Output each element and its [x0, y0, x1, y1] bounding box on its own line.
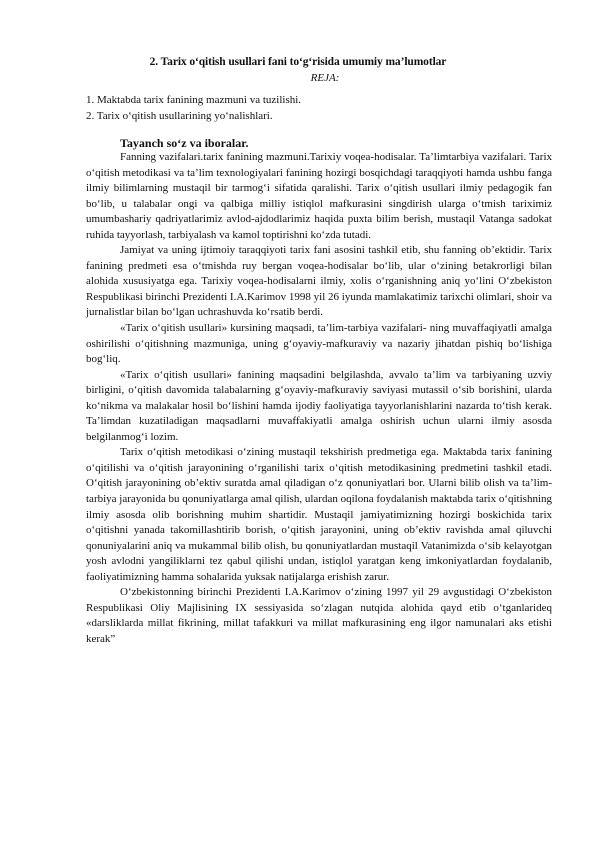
body-text — [86, 150, 552, 648]
paragraph: Fanning vazifalari.tarix fanining mazmuni.Tarixiy voqea-hodisalar. Ta’limtarbiya vazifalari. Tarix o‘qitish metodikasi va ta’lim texnologiyalari fanining hozirgi bosqichdagi taraqqiyoti hamda ushbu fanga ilmiy bilimlarning mustaqil bir tarmog‘i sifatida qaralishi. Tarix o‘qitish usullari ilmiy pedagogik fan bo‘lib, u talabalar ongi va qalbiga milliy istiqlol mafkurasini singdirish ularga o‘tmish tariximiz umumbashariy qadriyatlarimiz avlod-ajdodlarimiz haqida puxta bilim berish, mustaqil Vatanga sadokat ruhida tayyorlash, tarbiyalash va kamol toptirishni ko‘zda tutadi. — [86, 151, 552, 241]
keywords-heading: Tayanch so‘z va iboralar. — [120, 136, 249, 150]
paragraph: «Tarix o‘qitish usullari» fanining maqsadini belgilashda, avvalo ta’lim va tarbiyaning uzviy birligini, o‘qitish davomida talabalarning g‘oyaviy-mafkuraviy saviyasi mutassil o‘sib borishini, ularda ko‘nikma va malakalar hosil bo‘lishini hamda ijodiy faoliyatiga tayyorlanishlarini nazarda to‘tish kerak. Ta’limdan kuzatiladigan maqsadlarni muvaffakiyatli amalga oshirish uchun ularni ilmiy asosda belgilanmog‘i lozim. — [86, 368, 552, 443]
page-title: 2. Tarix o‘qitish usullari fani to‘g‘risida umumiy ma’lumotlar — [149, 56, 447, 68]
paragraph: Jamiyat va uning ijtimoiy taraqqiyoti tarix fani asosini tashkil etib, shu fanning ob’ektidir. Tarix fanining predmeti esa o‘tmishda ruy bergan voqea-hodisalar bo‘lib, ular o‘zining betakrorligi bilan alohida xususiyatga ega. Tarixiy voqea-hodisalarni ilmiy, xolis o‘rganishning aniq yo‘lini O‘zbekiston Respublikasi birinchi Prezidenti I.A.Karimov 1998 yil 26 iyunda mamlakatimiz tarixchi olimlari, shoir va jurnalistlar bilan bo‘lgan uchrashuvda ko‘rsatib berdi. — [86, 244, 552, 319]
paragraph: Tarix o‘qitish metodikasi o‘zining mustaqil tekshirish predmetiga ega. Maktabda tarix fanining o‘qitilishi va o‘qitish jarayonining o‘rganilishi tarix o‘qitish metodikasining predmetini tashkil etadi. O‘qitish jarayonining ob’ektiv suratda amal qiladigan o‘z qonuniyatlari bor. Ularni bilib olish va ta’lim-tarbiya jarayonida bu qonuniyatlarga amal qilish, ulardan oqilona foydalanish maktabda tarix o‘qitishning ilmiy asosda olib borishning muhim shartidir. Mustaqil jamiyatimizning hozirgi boskichida tarix o‘qitishni yanada takomillashtirib borish, o‘qitish jarayonini, uning ob’ektiv ravishda amal qiluvchi qonuniyalarini aniq va mukammal bilib olish, bu qonuniyatlardan mustaqil Vatanimizda o‘sib kelayotgan yosh avlodni yangiliklarni tez qabul qilishi undan, istiqlol yaratgan keng imkoniyatlardan foydalanib, faoliyatimizning hamma sohalarida yuksak natijalarga erishish zarur. — [86, 446, 552, 583]
plan-label: REJA: — [310, 72, 340, 84]
paragraph: O‘zbekistonning birinchi Prezidenti I.A.Karimov o‘zining 1997 yil 29 avgustidagi O‘zbekiston Respublikasi Oliy Majlisining IX sessiyasida so‘zlagan nutqida alohida qayd etib o‘tganlarideq «darsliklarda millat fikrining, millat tafakkuri va millat mafkurasining eng ilgor namunalari aks etishi kerak” — [86, 586, 552, 645]
plan-list — [86, 92, 301, 124]
paragraph: «Tarix o‘qitish usullari» kursining maqsadi, ta’lim-tarbiya vazifalari- ning muvaffaqiyatli amalga oshirilishi o‘qitishning mazmuniga, uning g‘oyaviy-mafkuraviy va nazariy jihatdan pishiq bo‘lishiga bog‘liq. — [86, 322, 552, 366]
plan-item: 2. Tarix o‘qitish usullarining yo‘nalishlari. — [86, 110, 273, 122]
plan-item: 1. Maktabda tarix fanining mazmuni va tuzilishi. — [86, 94, 302, 106]
